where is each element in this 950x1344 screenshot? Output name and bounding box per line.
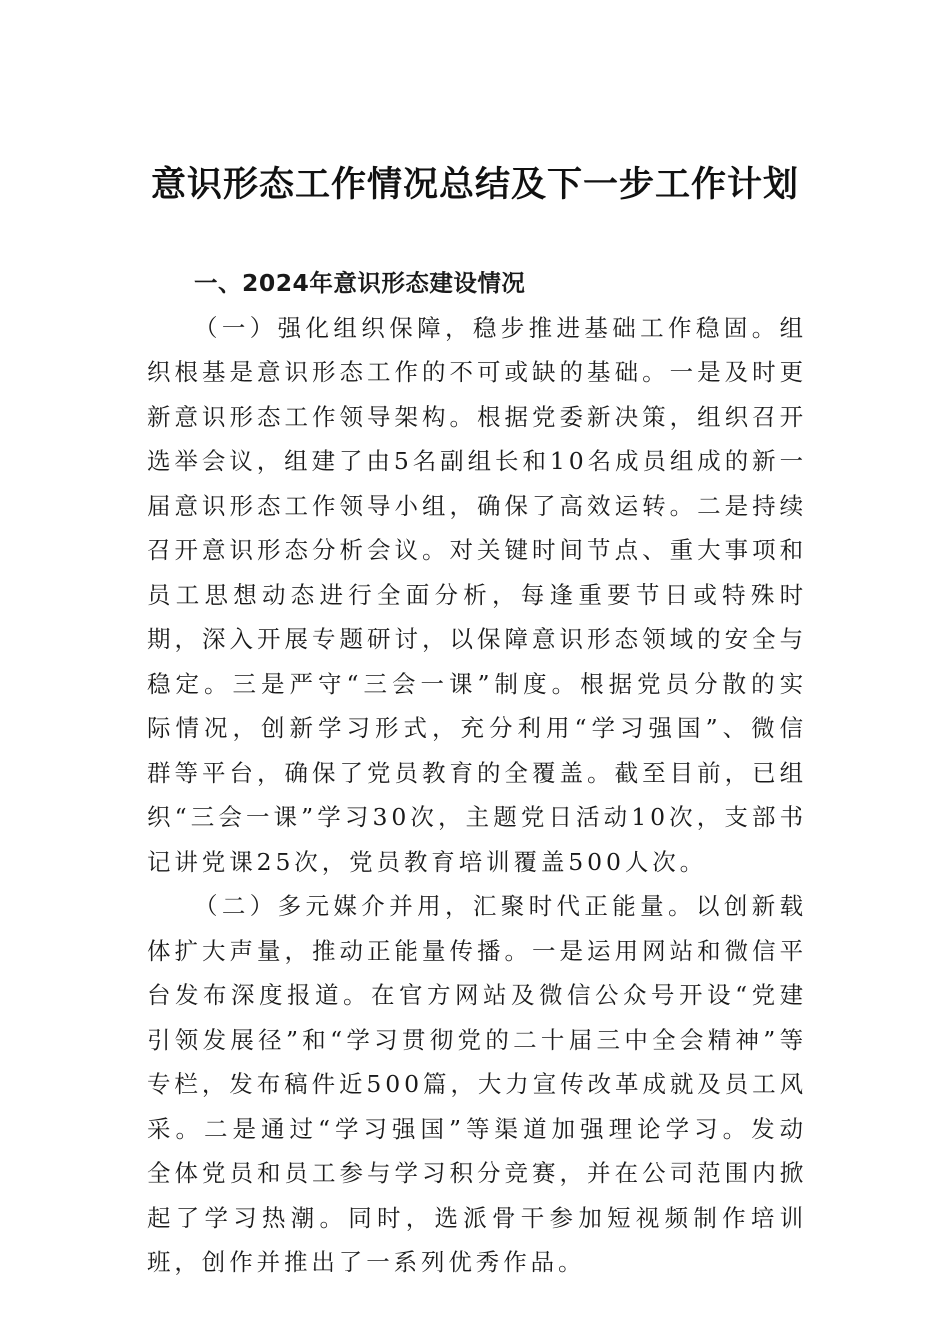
paragraph-1-body: 组织根基是意识形态工作的不可或缺的基础。一是及时更新意识形态工作领导架构。根据党委新决策，组织召开选举会议，组建了由5名副组长和10名成员组成的新一届意识形态工作领导小组，确保了高效运转。二是持续召开意识形态分析会议。对关键时间节点、重大事项和员工思想动态进行全面分析，每逢重要节日或特殊时期，深入开展专题研讨，以保障意识形态领域的安全与稳定。三是严守“三会一课”制度。根据党员分散的实际情况，创新学习形式，充分利用“学习强国”、微信群等平台，确保了党员教育的全覆盖。截至目前，已组织“三会一课”学习30次，主题党日活动10次，支部书记讲党课25次，党员教育培训覆盖500人次。 [147, 313, 807, 876]
page-title: 意识形态工作情况总结及下一步工作计划 [150, 164, 799, 205]
paragraph-1 [147, 306, 807, 885]
paragraph-2 [147, 884, 807, 1285]
paragraph-2-lead: （二）多元媒介并用，汇聚时代正能量。 [194, 892, 696, 920]
paragraph-1-lead: （一）强化组织保障，稳步推进基础工作稳固。 [194, 313, 780, 342]
paragraph-2-body: 以创新载体扩大声量，推动正能量传播。一是运用网站和微信平台发布深度报道。在官方网站及微信公众号开设“党建引领发展径”和“学习贯彻党的二十届三中全会精神”等专栏，发布稿件近500篇，大力宣传改革成就及员工风采。二是通过“学习强国”等渠道加强理论学习。发动全体党员和员工参与学习积分竞赛，并在公司范围内掀起了学习热潮。同时，选派骨干参加短视频制作培训班，创作并推出了一系列优秀作品。 [147, 892, 807, 1276]
document-body [147, 261, 807, 1285]
section-heading: 一、2024年意识形态建设情况 [194, 269, 526, 297]
